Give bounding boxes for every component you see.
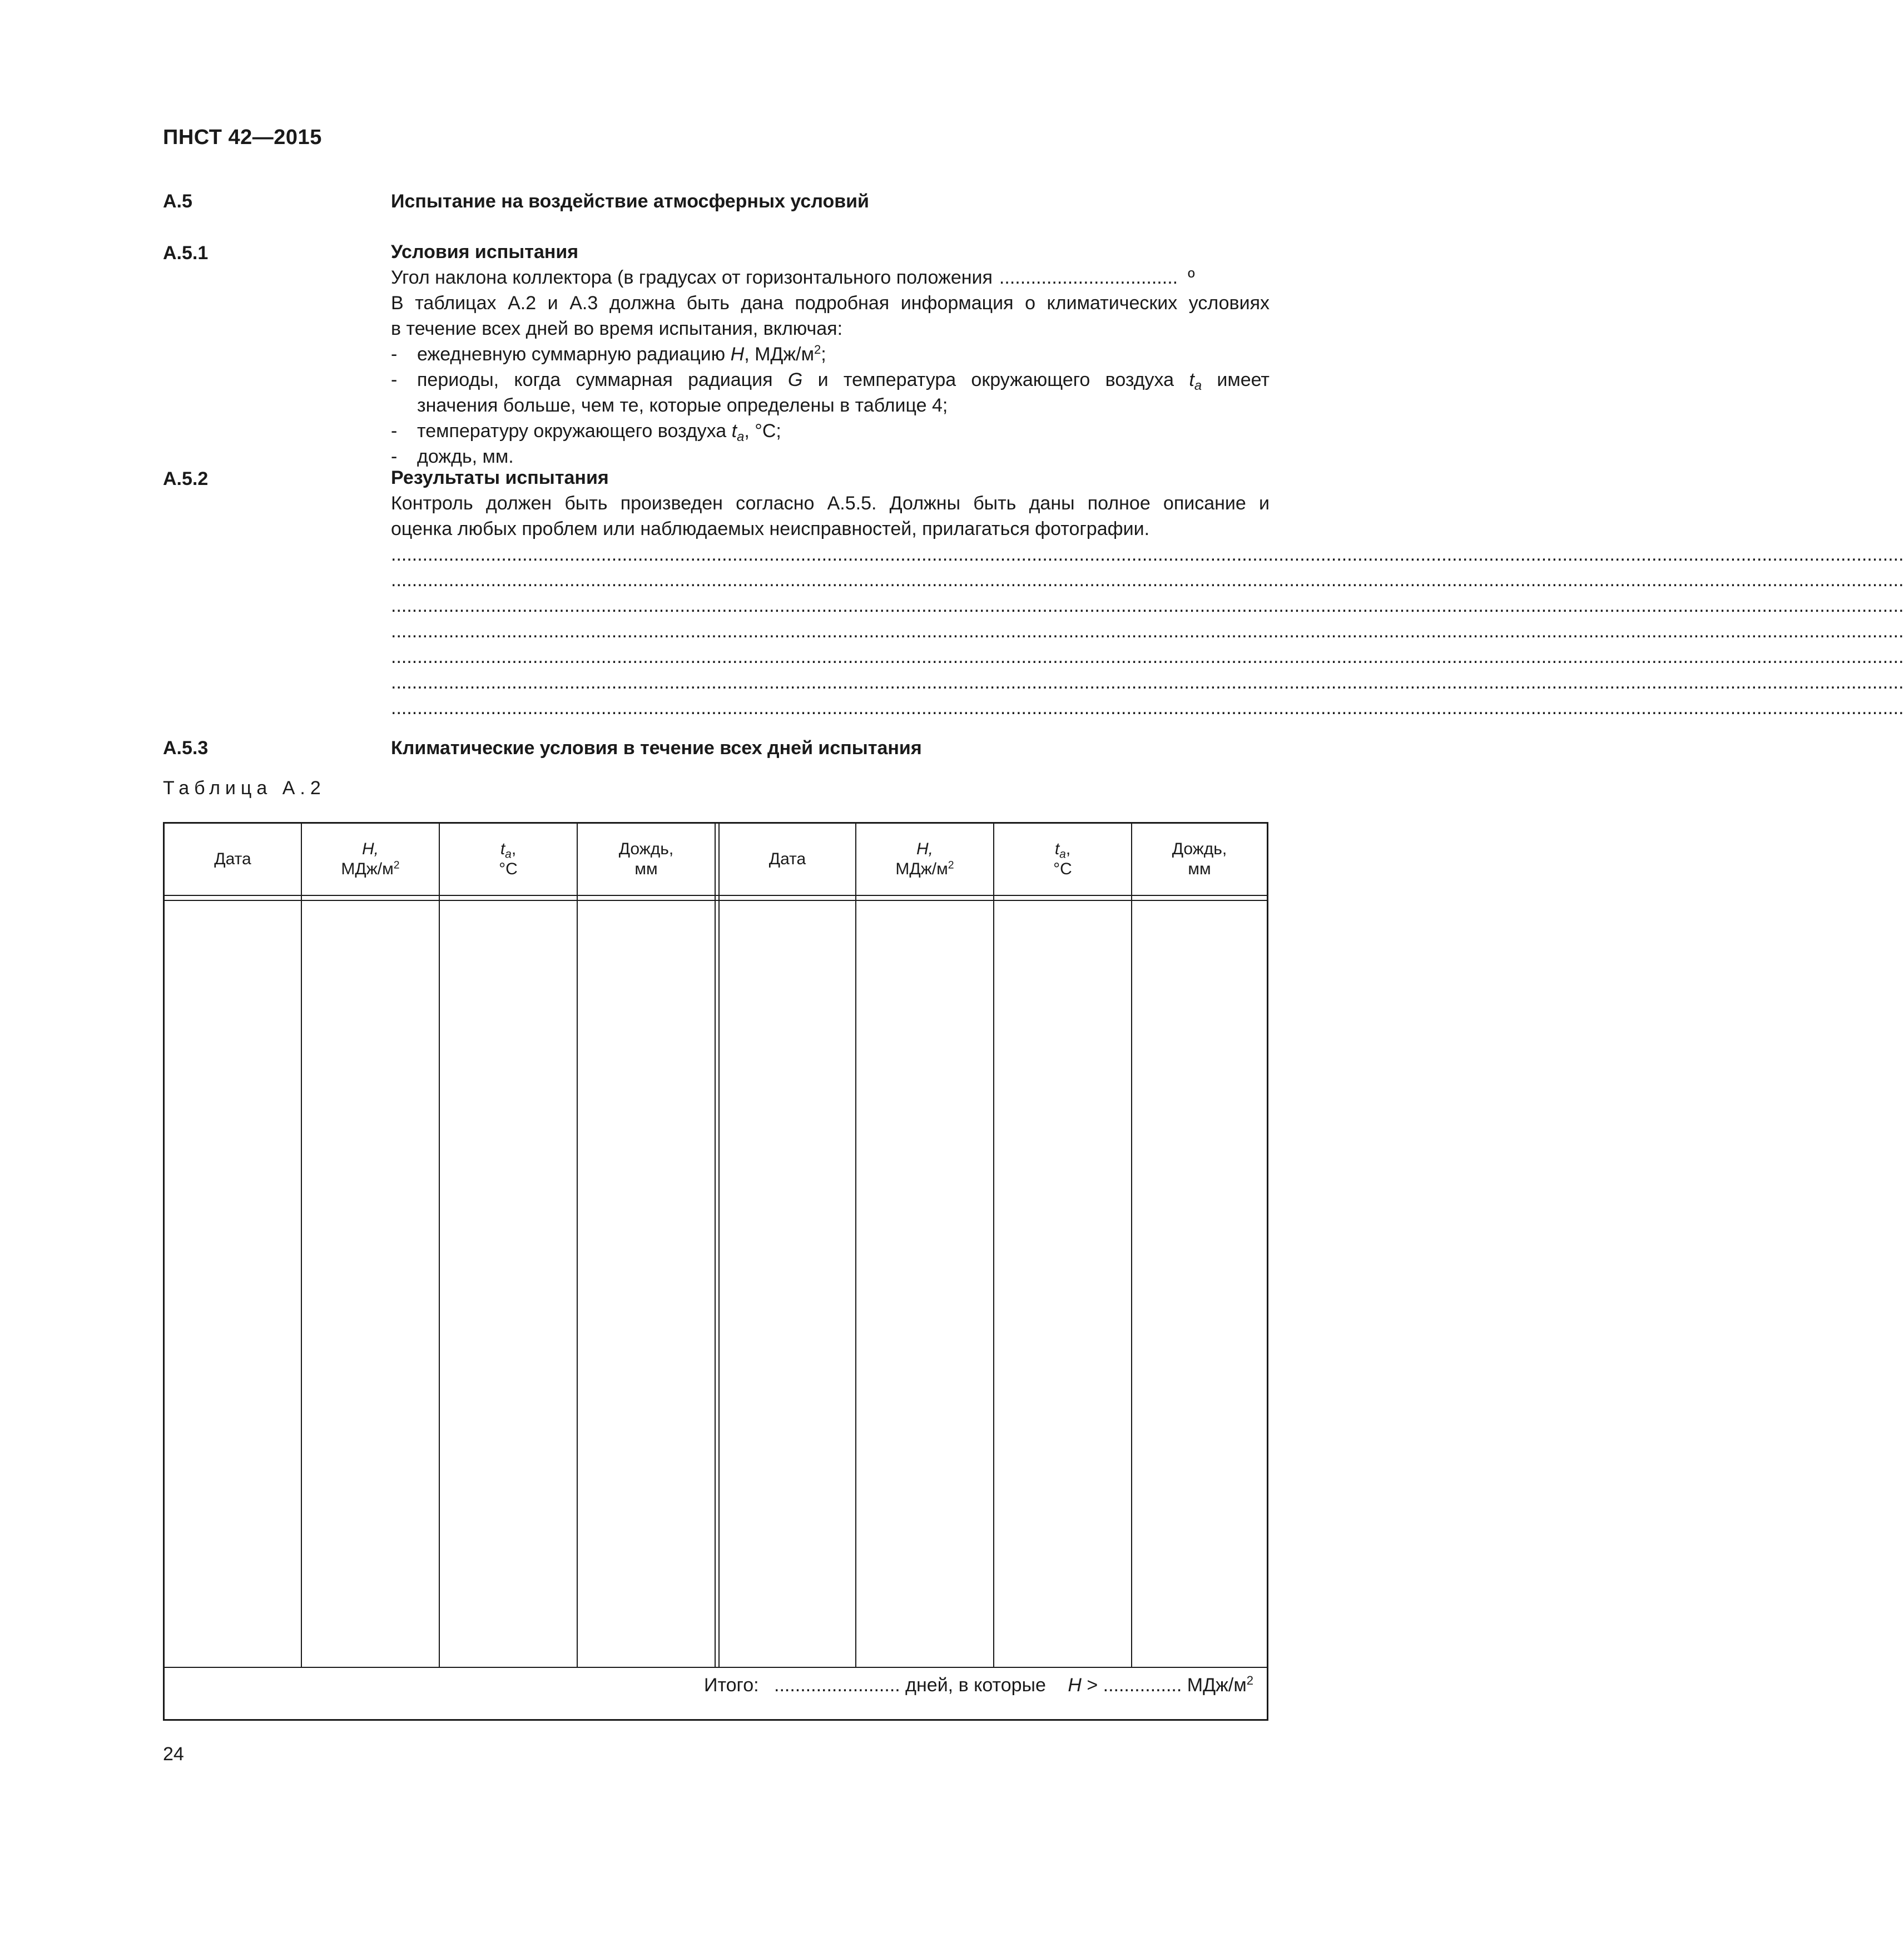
column-divider: [439, 824, 440, 1667]
header-divider: [165, 895, 1267, 896]
item4-text: дождь, мм.: [417, 446, 514, 467]
totals-label: Итого:: [704, 1675, 759, 1696]
header-temperature-comma: ,: [1065, 840, 1071, 858]
fill-in-line[interactable]: ................................................................................................................................................................................................................................................................................................: [391, 570, 1904, 591]
list-item-periods: [391, 367, 1270, 393]
section-title-a53: Климатические условия в течение всех дней испытания: [391, 737, 922, 759]
angle-unit: º: [1188, 267, 1195, 288]
fill-in-line[interactable]: ................................................................................................................................................................................................................................................................................................: [391, 621, 1904, 642]
results-line-2: оценка любых проблем или наблюдаемых неисправностей, прилагаться фотографии.: [391, 518, 1150, 539]
column-divider: [993, 824, 994, 1667]
header-temperature: [440, 824, 577, 895]
header-rain-unit: мм: [1188, 860, 1211, 878]
section-title-a51: Условия испытания: [391, 241, 579, 263]
header-rain: [1132, 824, 1267, 895]
intro-line-1: В таблицах А.2 и А.3 должна быть дана подробная информация о климатических условиях: [391, 293, 1270, 314]
header-date-label: Дата: [214, 850, 251, 868]
section-title-a52: Результаты испытания: [391, 467, 609, 488]
header-date-label: Дата: [768, 850, 806, 868]
header-temperature-unit: °С: [1053, 860, 1072, 878]
item1-text: ежедневную суммарную радиацию: [417, 344, 731, 365]
totals-h-var: H: [1068, 1675, 1082, 1696]
totals-unit: МДж/м: [1182, 1675, 1247, 1696]
header-temperature-comma: ,: [511, 840, 517, 858]
item1-sup: 2: [814, 342, 821, 356]
column-divider-double-inner: [718, 824, 720, 1667]
section-a52-body: [391, 465, 1904, 721]
item2-sub: a: [1194, 378, 1202, 394]
header-radiation-var: H,: [362, 840, 379, 858]
column-divider-double: [715, 824, 716, 1667]
fill-in-line[interactable]: ................................................................................................................................................................................................................................................................................................: [391, 672, 1904, 693]
totals-line: [704, 1675, 1253, 1696]
document-code: ПНСТ 42—2015: [163, 126, 322, 149]
header-rain: [578, 824, 715, 895]
intro-line-2: в течение всех дней во время испытания, включая:: [391, 318, 843, 339]
item2-text-b: и температура окружающего воздуха: [802, 369, 1189, 390]
item3-sub: a: [737, 429, 745, 445]
angle-line: [391, 265, 1270, 290]
fill-in-line[interactable]: ................................................................................................................................................................................................................................................................................................: [391, 544, 1904, 565]
table-caption: Таблица А.2: [163, 778, 326, 799]
header-radiation: [302, 824, 439, 895]
fill-in-line[interactable]: ................................................................................................................................................................................................................................................................................................: [391, 595, 1904, 616]
climate-table: [163, 822, 1268, 1721]
header-divider-inner: [165, 900, 1267, 901]
angle-text: Угол наклона коллектора (в градусах от горизонтального положения: [391, 267, 993, 288]
list-dash: -: [391, 344, 398, 365]
item1-end: ;: [821, 344, 826, 365]
days-label: дней, в которые: [900, 1675, 1046, 1696]
header-temperature-sub: a: [505, 848, 512, 861]
item3-end: , °С;: [744, 420, 781, 442]
section-number-a52: А.5.2: [163, 468, 209, 489]
item2-var-g: G: [787, 369, 803, 390]
item2-end: имеет: [1202, 369, 1270, 390]
column-divider: [1131, 824, 1132, 1667]
page-number: 24: [163, 1744, 184, 1765]
threshold-field[interactable]: ...............: [1103, 1675, 1182, 1696]
column-divider: [301, 824, 302, 1667]
section-number-a53: А.5.3: [163, 737, 209, 759]
fill-in-line[interactable]: ................................................................................................................................................................................................................................................................................................: [391, 646, 1904, 667]
item1-var: H: [730, 344, 745, 365]
header-radiation-sup: 2: [393, 859, 400, 871]
list-dash: -: [391, 446, 398, 467]
column-divider: [855, 824, 856, 1667]
list-item-radiation: [391, 341, 1270, 367]
item1-unit: , МДж/м: [744, 344, 814, 365]
list-item-periods-cont: значения больше, чем те, которые определены в таблице 4;: [417, 395, 948, 416]
section-a51-body: [391, 239, 1270, 469]
section-number-a51: А.5.1: [163, 242, 209, 264]
header-rain-label: Дождь,: [618, 840, 674, 858]
header-rain-label: Дождь,: [1172, 840, 1227, 858]
list-dash: -: [391, 420, 398, 442]
item3-text: температуру окружающего воздуха: [417, 420, 732, 442]
header-radiation-sup: 2: [948, 859, 954, 871]
section-title-a5: Испытание на воздействие атмосферных условий: [391, 191, 869, 212]
item2-var-t: t: [1189, 369, 1194, 390]
header-radiation: [856, 824, 993, 895]
item2-text: периоды, когда суммарная радиация: [417, 369, 788, 390]
header-temperature: [994, 824, 1131, 895]
header-radiation-unit: МДж/м: [895, 860, 948, 878]
angle-dots: ..................................: [999, 267, 1178, 288]
section-number-a5: А.5: [163, 191, 192, 212]
header-date: [165, 824, 301, 895]
days-count-field[interactable]: ........................: [774, 1675, 900, 1696]
header-temperature-var: t: [1054, 840, 1060, 858]
header-date: [720, 824, 855, 895]
header-temperature-sub: a: [1059, 848, 1066, 861]
results-line-1: Контроль должен быть произведен согласно А.5.5. Должны быть даны полное описание и: [391, 493, 1270, 514]
header-temperature-var: t: [500, 840, 505, 858]
item3-var: t: [731, 420, 737, 442]
table-footer-row: [165, 1668, 1267, 1719]
column-divider: [577, 824, 578, 1667]
header-temperature-unit: °С: [499, 860, 518, 878]
list-item-temperature: [391, 418, 1270, 444]
totals-sup: 2: [1246, 1673, 1253, 1687]
header-rain-unit: мм: [634, 860, 658, 878]
totals-gt: >: [1081, 1675, 1103, 1696]
header-radiation-unit: МДж/м: [341, 860, 394, 878]
header-radiation-var: H,: [916, 840, 933, 858]
list-dash: -: [391, 369, 398, 390]
fill-in-line[interactable]: ................................................................................................................................................................................................................................................................................................: [391, 697, 1904, 719]
